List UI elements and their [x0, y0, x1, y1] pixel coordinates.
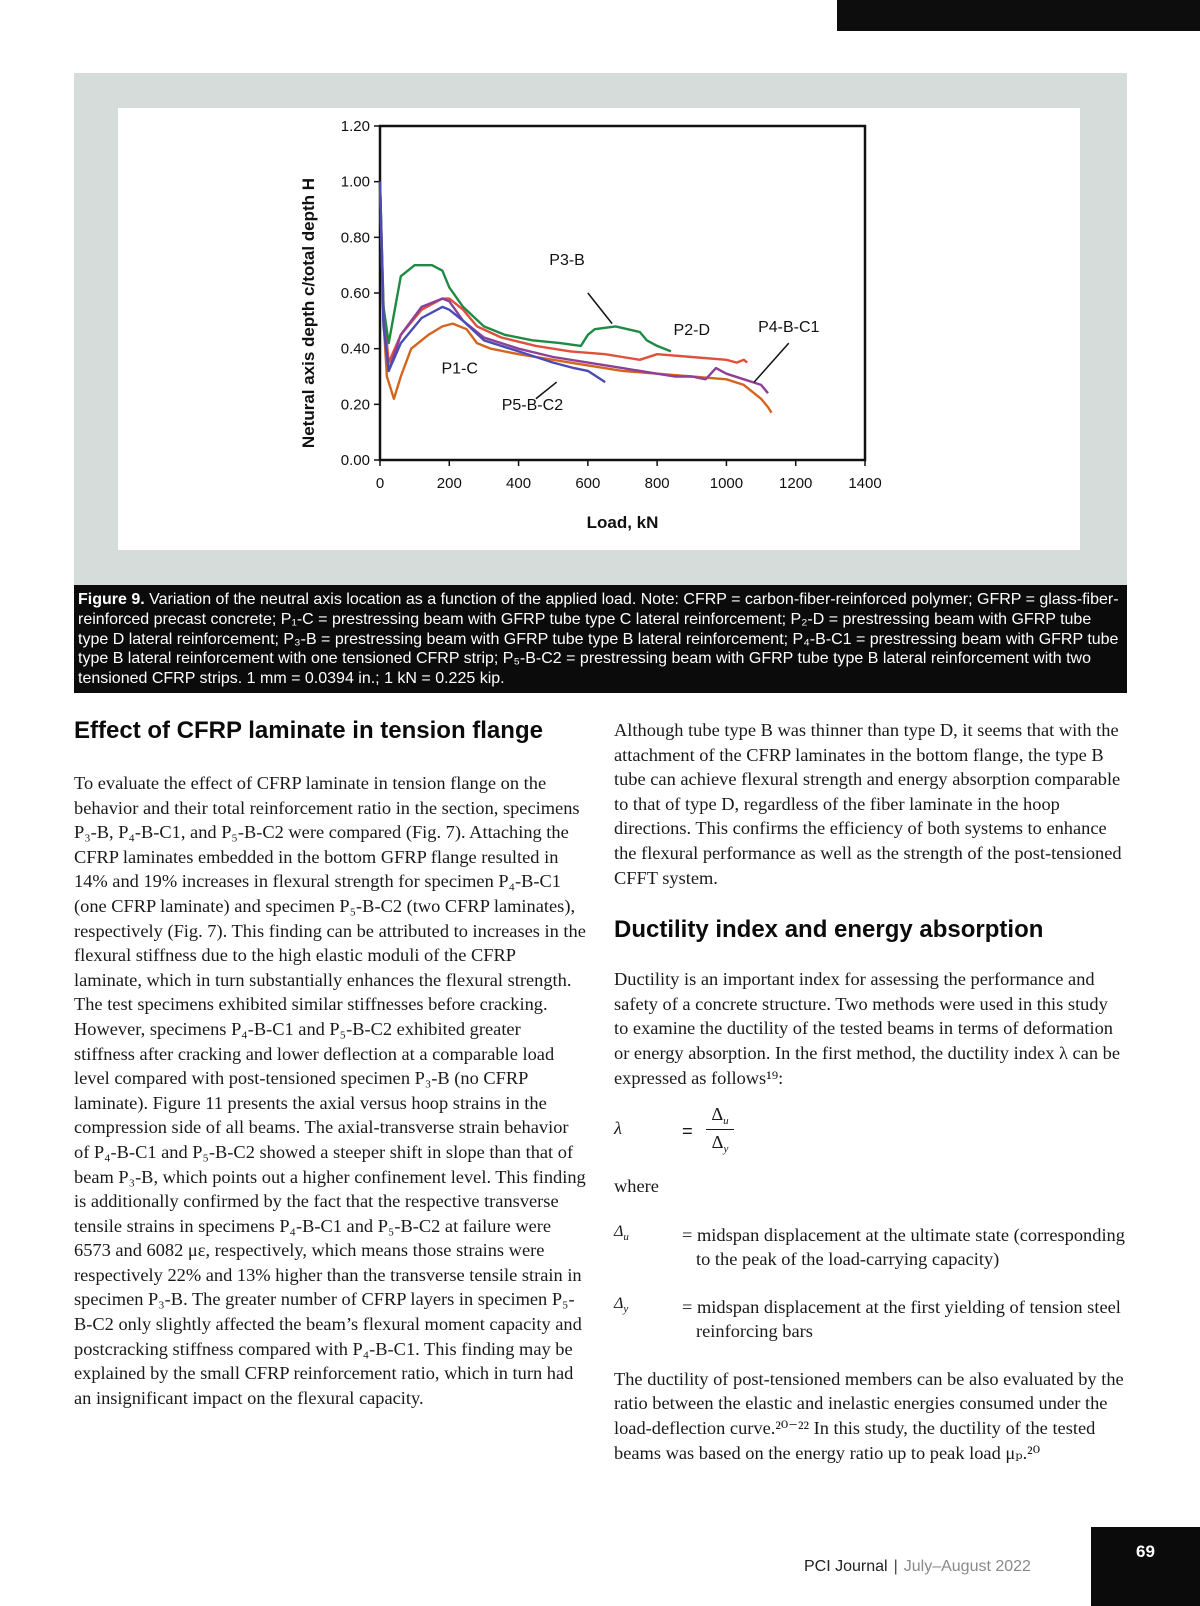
- series-annotation: P4-B-C1: [758, 318, 820, 336]
- y-tick-label: 0.00: [340, 452, 370, 469]
- series-line-p1-c: [380, 182, 772, 413]
- annotation-arrow: [588, 293, 612, 324]
- figure-caption: [74, 585, 1127, 693]
- definition-symbol: $\Delta_y$: [614, 1294, 629, 1315]
- page-number: 69: [1091, 1527, 1200, 1606]
- x-tick-label: 800: [644, 475, 670, 492]
- x-tick-label: 1200: [779, 475, 813, 492]
- y-axis-label: Netural axis depth c/total depth H: [299, 177, 318, 449]
- caption-text: Variation of the neutral axis location as a function of the applied load. Note: CFRP = carbon-fiber-reinforced polymer; GFRP = glass-fiber-reinforced precast concrete; P₁-C = prestressing beam with GFRP tube type C lateral reinforcement; P₂-D = prestressing beam with GFRP tube type D lateral reinforcement; P₃-B = prestressing beam with GFRP tube type B lateral reinforcement; P₄-B-C1 = prestressing beam with GFRP tube type B lateral reinforcement with one tensioned CFRP strip; P₅-B-C2 = prestressing beam with GFRP tube type B lateral reinforcement with two tensioned CFRP strips. 1 mm = 0.0394 in.; 1 kN = 0.225 kip.: [78, 591, 1119, 688]
- definition-item: [614, 1223, 1126, 1273]
- section-heading-ductility: Ductility index and energy absorption: [614, 916, 1044, 944]
- definition-symbol: $\Delta_u$: [614, 1222, 629, 1243]
- issue-date: July–August 2022: [903, 1558, 1031, 1575]
- series-annotation: P2-D: [673, 321, 711, 339]
- fraction-numerator: $\Delta_u$: [706, 1104, 734, 1130]
- series-annotation: P3-B: [549, 252, 585, 270]
- annotation-arrow: [754, 343, 789, 382]
- x-axis-label: Load, kN: [586, 513, 659, 532]
- definition-text: = midspan displacement at the first yielding of tension steel reinforcing bars: [682, 1296, 1121, 1342]
- left-column: [74, 718, 586, 1410]
- journal-name: PCI Journal: [804, 1558, 888, 1575]
- neutral-axis-chart: [118, 108, 1080, 550]
- series-line-p4-b-c1: [380, 182, 768, 394]
- y-tick-label: 0.20: [340, 396, 370, 414]
- series-annotation: P5-B-C2: [501, 396, 564, 414]
- section-heading-cfrp: Effect of CFRP laminate in tension flange: [74, 717, 543, 744]
- ductility-equation: [614, 1104, 1126, 1168]
- y-tick-label: 0.80: [340, 229, 370, 247]
- definition-item: [614, 1295, 1126, 1345]
- body-paragraph: To evaluate the effect of CFRP laminate in tension flange on the behavior and their total reinforcement ratio in the section, specimens P₃-B, P₄-B-C1, and P₅-B-C2 were compared (Fig. 7). Attaching the CFRP laminates embedded in the bottom GFRP flange resulted in 14% and 19% increases in flexural strength for specimen P₄-B-C1 (one CFRP laminate) and specimen P₅-B-C2 (two CFRP laminates), respectively (Fig. 7). This finding can be attributed to increases in the flexural stiffness due to the high elastic moduli of the CFRP laminate, which in turn substantially enhances the flexural strength. The test specimens exhibited similar stiffnesses before cracking. However, specimens P₄-B-C1 and P₅-B-C2 exhibited greater stiffness after cracking and lower deflection at a comparable load level compared with post-tensioned specimen P₃-B (no CFRP laminate). Figure 11 presents the axial versus hoop strains in the compression side of all beams. The axial-transverse strain behavior of P₄-B-C1 and P₅-B-C2 showed a steeper shift in slope than that of beam P₃-B, which points out a higher confinement level. This finding is additionally confirmed by the fact that the respective transverse tensile strains in specimens P₄-B-C1 and P₅-B-C2 at failure were 6573 and 6082 με, respectively, which means those strains were respectively 22% and 13% higher than the transverse tensile strain in specimen P₃-B. The greater number of CFRP layers in specimen P₅-B-C2 only slightly affected the beam’s flexural moment capacity and postcracking stiffness compared with P₄-B-C1. This finding may be explained by the small CFRP reinforcement ratio, which in turn had an insignificant impact on the flexural capacity.: [74, 773, 586, 1408]
- equation-symbol: λ: [614, 1118, 622, 1139]
- footer-separator: |: [893, 1558, 898, 1575]
- x-tick-label: 200: [436, 475, 462, 492]
- fraction-denominator: $\Delta_y$: [711, 1132, 729, 1156]
- equation-equals: =: [682, 1120, 693, 1142]
- where-label: where: [614, 1176, 659, 1197]
- body-paragraph: The ductility of post-tensioned members can be also evaluated by the ratio between the elastic and inelastic energies consumed under the load-deflection curve.²⁰⁻²² In this study, the ductility of the tested beams was based on the energy ratio up to peak load μₚ.²⁰: [614, 1368, 1124, 1463]
- y-tick-label: 0.40: [340, 340, 370, 358]
- y-tick-label: 1.00: [340, 173, 370, 191]
- x-tick-label: 1000: [709, 475, 744, 492]
- definition-text: = midspan displacement at the ultimate state (corresponding to the peak of the load-carrying capacity): [682, 1224, 1125, 1270]
- series-line-p3-b: [380, 182, 671, 352]
- body-paragraph: Ductility is an important index for assessing the performance and safety of a concrete structure. Two methods were used in this study to examine the ductility of the tested beams in terms of deformation or energy absorption. In the first method, the ductility index λ can be expressed as follows¹⁹:: [614, 969, 1121, 1088]
- caption-label: Figure 9.: [78, 591, 145, 608]
- x-tick-label: 0: [375, 475, 385, 492]
- x-tick-label: 400: [506, 475, 532, 492]
- right-column: [614, 718, 1126, 1465]
- footer: [804, 1558, 1031, 1576]
- series-annotation: P1-C: [441, 360, 478, 378]
- header-bar: [837, 0, 1200, 31]
- x-tick-label: 1400: [848, 475, 882, 492]
- y-tick-label: 1.20: [340, 118, 370, 135]
- x-tick-label: 600: [575, 475, 601, 492]
- body-paragraph: Although tube type B was thinner than type D, it seems that with the attachment of the CFRP laminates in the bottom flange, the type B tube can achieve flexural strength and energy absorption comparable to that of type D, regardless of the fiber laminate in the hoop directions. This confirms the efficiency of both systems to enhance the flexural performance as well as the strength of the post-tensioned CFFT system.: [614, 720, 1122, 888]
- y-tick-label: 0.60: [340, 285, 370, 302]
- equation-fraction: [706, 1104, 734, 1155]
